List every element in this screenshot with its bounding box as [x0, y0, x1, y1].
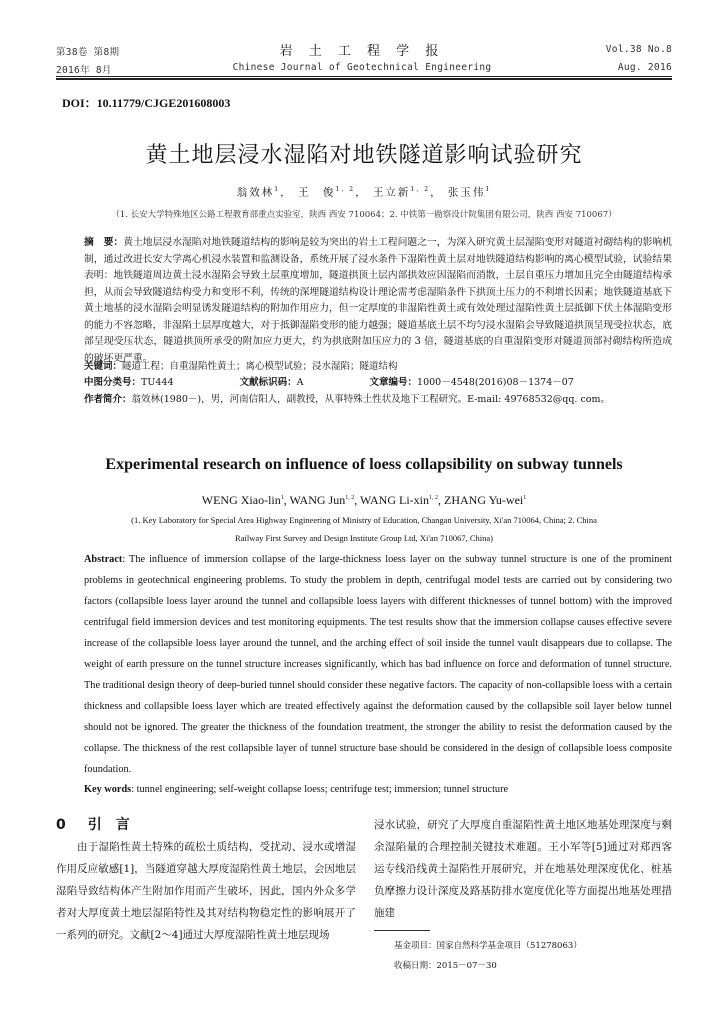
author-en-1: WENG Xiao-lin [201, 493, 281, 507]
header-vol-no: Vol.38 No.8 [605, 44, 672, 55]
author-en-3: WANG Li-xin [360, 493, 430, 507]
section-title: 引 言 [87, 817, 130, 833]
section-heading [56, 814, 130, 834]
header-journal-cn: 岩 土 工 程 学 报 [279, 44, 445, 59]
author-en-4: ZHANG Yu-wei [444, 493, 524, 507]
keywords-cn: 关键词：隧道工程；自重湿陷性黄土；离心模型试验；浸水湿陷；隧道结构 [84, 361, 398, 372]
keywords-en: Key words: tunnel engineering; self-weight collapse loess; centrifuge test; immersion; tunnel structure [84, 784, 509, 795]
author-cn-4: 张玉伟 [447, 186, 486, 199]
author-cn-2-sup: 1，2 [335, 186, 356, 193]
abstract-cn-label: 摘 要： [84, 237, 124, 248]
abstract-en [84, 549, 672, 780]
doi[interactable]: DOI：10.11779/CJGE201608003 [62, 96, 231, 110]
header-rule-bottom [56, 78, 672, 80]
abstract-en-label: Abstract [84, 554, 123, 565]
footnote-fund: 基金项目：国家自然科学基金项目（51278063） [394, 941, 582, 951]
author-cn-3: 王立新 [372, 186, 411, 199]
section-number: 0 [56, 817, 66, 833]
abstract-cn-text: 黄土地层浸水湿陷对地铁隧道结构的影响是较为突出的岩土工程问题之一，为深入研究黄土层湿陷变形对隧道衬砌结构的影响机制，通过改进长安大学离心机浸水装置和监测设备，系统开展了浸水条件下湿陷性黄土层对地铁隧道结构影响的离心模型试验，试验结果表明：地铁隧道周边黄土浸水湿陷会导致土层重度增加，隧道拱顶土层内部拱效应因湿陷而消散，土层自重压力增加且完全由隧道结构承担，从而会导致隧道结构受力和变形不利，传统的深埋隧道结构设计理论需考虑湿陷条件下拱顶土压力的不利增长因素；地铁隧道基底下黄土地基的浸水湿陷会明显诱发隧道结构的附加作用应力，但一定厚度的非湿陷性黄土或有效处理过湿陷性黄土层抵御下伏土体湿陷变形的能力不容忽略，非湿陷土层厚度越大，对于抵御湿陷变形的能力越强；隧道基底土层不均匀浸水湿陷会导致隧道拱顶呈现受拉状态，底部呈现受压状态，隧道拱顶所承受的附加应力更大，约为拱底附加压应力的 3 倍，隧道基底的自重湿陷变形对隧道顶部衬砌结构所造成的破坏更严重。 [84, 237, 673, 364]
title-en: Experimental research on influence of loess collapsibility on subway tunnels [105, 456, 623, 473]
classification-line: 中图分类号：TU444 文献标识码：A 文章编号：1000－4548(2016)08－1374－07 [84, 377, 574, 388]
author-bio-text: 翁效林(1980－)，男，河南信阳人，副教授，从事特殊土性状及地下工程研究。E-mail: 49768532@qq. com。 [131, 394, 611, 405]
author-cn-2: 王 俊 [297, 186, 336, 199]
header-volume: 第38卷 第8期 [56, 47, 120, 58]
affiliation-en: (1. Key Laboratory for Special Area Highway Engineering of Ministry of Education, Changan University, Xi'an 710064, China; 2. China Railway First Survey and Design Institute Group Ltd, Xi'an 710067, China) [131, 515, 597, 543]
author-cn-3-sup: 1，2 [410, 186, 431, 193]
abstract-en-text: : The influence of immersion collapse of the large-thickness loess layer on the subway tunnel structure is one of the prominent problems in geotechnical engineering problems. To study the problem in depth, centrifugal model tests are carried out by considering two factors (collapsible loess layer around the tunnel and collapsible loess layers with different thicknesses of tunnel bottom) with the improved centrifugal field immersion devices and test monitoring equipments. The test results show that the immersion collapse causes effective severe increase of the collapsible loess layer around the tunnel, and the arching effect of soil inside the tunnel vault disappears due to collapse. The weight of earth pressure on the tunnel structure increases significantly, which has bad influence on force and deformation of tunnel structure. The traditional design theory of deep-buried tunnel should consider these negative factors. The capacity of non-collapsible loess with a certain thickness and collapsible loess layer which are treated effectively against the deformation caused by the collapsible soil layer below tunnel should not be ignored. The greater the thickness of the foundation treatment, the stronger the ability to resist the deformation caused by the collapse. The thickness of the rest collapsible layer of tunnel structure base should be considered in the design of collapsible loess composite foundation. [84, 554, 672, 775]
header-rule-top [56, 76, 672, 77]
author-en-2: WANG Jun [289, 493, 346, 507]
author-bio: 作者简介：翁效林(1980－)，男，河南信阳人，副教授，从事特殊土性状及地下工程研究。E-mail: 49768532@qq. com。 [84, 394, 611, 405]
body-left-column: 由于湿陷性黄土特殊的疏松土质结构，受扰动、浸水或增湿作用反应敏感[1]，当隧道穿越大厚度湿陷性黄土地层，会因地层湿陷导致结构体产生附加作用而产生破坏，因此，国内外众多学者对大厚度黄土地层湿陷特性及其对结构物稳定性的影响展开了一系列的研究。文献[2～4]通过大厚度湿陷性黄土地层现场 [56, 841, 356, 941]
doc-code-value: A [296, 377, 304, 388]
author-cn-1-sup: 1 [274, 186, 281, 193]
author-cn-4-sup: 1 [485, 186, 492, 193]
abstract-cn [84, 235, 672, 367]
keywords-en-text: : tunnel engineering; self-weight collapse loess; centrifuge test; immersion; tunnel structure [131, 784, 509, 795]
affiliation-cn: （1. 长安大学特殊地区公路工程教育部重点实验室，陕西 西安 710064；2. 中铁第一勘察设计院集团有限公司，陕西 西安 710067） [111, 210, 617, 220]
author-cn-1: 翁效林 [236, 186, 275, 199]
article-no-value: 1000－4548(2016)08－1374－07 [417, 377, 574, 388]
keywords-cn-text: 隧道工程；自重湿陷性黄土；离心模型试验；浸水湿陷；隧道结构 [122, 361, 398, 372]
authors-en: WENG Xiao-lin$^1$, WANG Jun$^{1, 2}$, WANG Li-xin$^{1, 2}$, ZHANG Yu-wei$^1$ [201, 493, 527, 507]
footnote-rule [374, 930, 430, 931]
header-date: Aug. 2016 [617, 62, 672, 73]
authors-cn: 翁效林$^1$， 王 俊$^{1,2}$， 王立新$^{1,2}$， 张玉伟$^1$ [236, 186, 492, 199]
body-right-column: 浸水试验，研究了大厚度自重湿陷性黄土地区地基处理深度与剩余湿陷量的合理控制关键技术难题。王小军等[5]通过对郑西客运专线沿线黄土湿陷性开展研究，并在地基处理深度优化、桩基负摩擦力设计深度及路基防排水宽度优化等方面提出地基处理措施建 [374, 819, 672, 919]
clc-value: TU444 [141, 377, 174, 388]
footnote-received: 收稿日期：2015－07－30 [394, 961, 497, 971]
header-year-month: 2016年 8月 [56, 65, 112, 76]
header-journal-en: Chinese Journal of Geotechnical Engineering [232, 62, 492, 73]
title-cn: 黄土地层浸水湿陷对地铁隧道影响试验研究 [145, 143, 583, 168]
